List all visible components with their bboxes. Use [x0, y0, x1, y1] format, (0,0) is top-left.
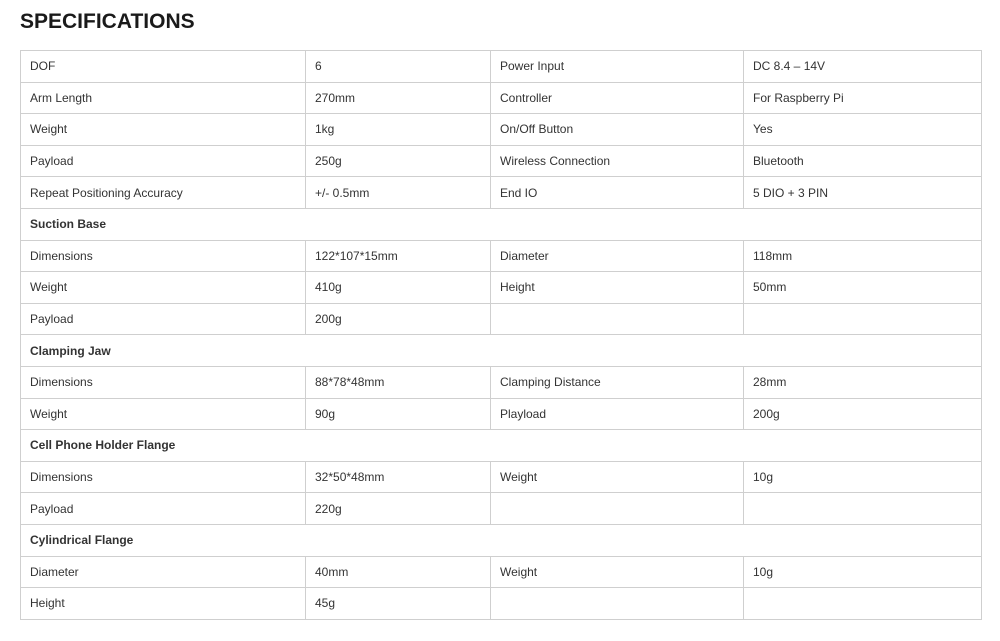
section-header-row	[21, 430, 982, 462]
table-row	[21, 366, 982, 398]
section-title: Clamping Jaw	[21, 335, 982, 367]
spec-value-cell: 220g	[306, 493, 491, 525]
page-title: SPECIFICATIONS	[20, 10, 195, 33]
spec-label-cell: Weight	[21, 272, 306, 304]
section-header-row	[21, 208, 982, 240]
specifications-table-body	[21, 51, 982, 620]
table-row	[21, 51, 982, 83]
table-row	[21, 588, 982, 620]
table-row	[21, 114, 982, 146]
spec-value-cell: 5 DIO + 3 PIN	[744, 177, 982, 209]
spec-value-cell: 88*78*48mm	[306, 366, 491, 398]
spec-label-cell: Playload	[491, 398, 744, 430]
spec-label-cell: Payload	[21, 493, 306, 525]
spec-label-cell: Weight	[21, 114, 306, 146]
spec-label-cell: Dimensions	[21, 461, 306, 493]
table-row	[21, 556, 982, 588]
spec-label-cell: Power Input	[491, 51, 744, 83]
spec-label-cell: Diameter	[491, 240, 744, 272]
spec-value-cell: 6	[306, 51, 491, 83]
spec-label-cell: End IO	[491, 177, 744, 209]
spec-value-cell: 250g	[306, 145, 491, 177]
spec-value-cell: 118mm	[744, 240, 982, 272]
spec-value-cell: 90g	[306, 398, 491, 430]
table-row	[21, 398, 982, 430]
spec-value-cell: 1kg	[306, 114, 491, 146]
spec-value-cell: 10g	[744, 461, 982, 493]
spec-value-cell: 10g	[744, 556, 982, 588]
table-row	[21, 272, 982, 304]
spec-label-cell: Payload	[21, 303, 306, 335]
spec-value-cell	[744, 588, 982, 620]
spec-label-cell: Repeat Positioning Accuracy	[21, 177, 306, 209]
specifications-table	[20, 50, 982, 620]
spec-label-cell	[491, 303, 744, 335]
spec-value-cell: 410g	[306, 272, 491, 304]
spec-value-cell: DC 8.4 – 14V	[744, 51, 982, 83]
spec-value-cell: 50mm	[744, 272, 982, 304]
section-title: Suction Base	[21, 208, 982, 240]
section-header-row	[21, 335, 982, 367]
spec-label-cell: DOF	[21, 51, 306, 83]
spec-label-cell: Height	[491, 272, 744, 304]
table-row	[21, 145, 982, 177]
table-row	[21, 461, 982, 493]
table-row	[21, 240, 982, 272]
table-row	[21, 177, 982, 209]
section-title: Cylindrical Flange	[21, 524, 982, 556]
table-row	[21, 493, 982, 525]
spec-value-cell: 200g	[744, 398, 982, 430]
spec-value-cell: Bluetooth	[744, 145, 982, 177]
section-title: Cell Phone Holder Flange	[21, 430, 982, 462]
spec-label-cell: Weight	[491, 461, 744, 493]
section-header-row	[21, 524, 982, 556]
spec-value-cell: 270mm	[306, 82, 491, 114]
table-row	[21, 82, 982, 114]
spec-value-cell: 40mm	[306, 556, 491, 588]
spec-label-cell	[491, 493, 744, 525]
spec-value-cell: Yes	[744, 114, 982, 146]
spec-label-cell	[491, 588, 744, 620]
spec-label-cell: Clamping Distance	[491, 366, 744, 398]
spec-value-cell: 32*50*48mm	[306, 461, 491, 493]
spec-value-cell: 200g	[306, 303, 491, 335]
spec-value-cell: For Raspberry Pi	[744, 82, 982, 114]
spec-value-cell: +/- 0.5mm	[306, 177, 491, 209]
spec-label-cell: Wireless Connection	[491, 145, 744, 177]
table-row	[21, 303, 982, 335]
spec-label-cell: Arm Length	[21, 82, 306, 114]
spec-label-cell: Weight	[491, 556, 744, 588]
spec-value-cell: 122*107*15mm	[306, 240, 491, 272]
spec-value-cell: 45g	[306, 588, 491, 620]
spec-label-cell: Payload	[21, 145, 306, 177]
spec-label-cell: Dimensions	[21, 240, 306, 272]
spec-label-cell: Weight	[21, 398, 306, 430]
spec-label-cell: On/Off Button	[491, 114, 744, 146]
spec-value-cell	[744, 493, 982, 525]
spec-label-cell: Controller	[491, 82, 744, 114]
spec-value-cell: 28mm	[744, 366, 982, 398]
spec-value-cell	[744, 303, 982, 335]
spec-label-cell: Height	[21, 588, 306, 620]
spec-label-cell: Diameter	[21, 556, 306, 588]
spec-label-cell: Dimensions	[21, 366, 306, 398]
